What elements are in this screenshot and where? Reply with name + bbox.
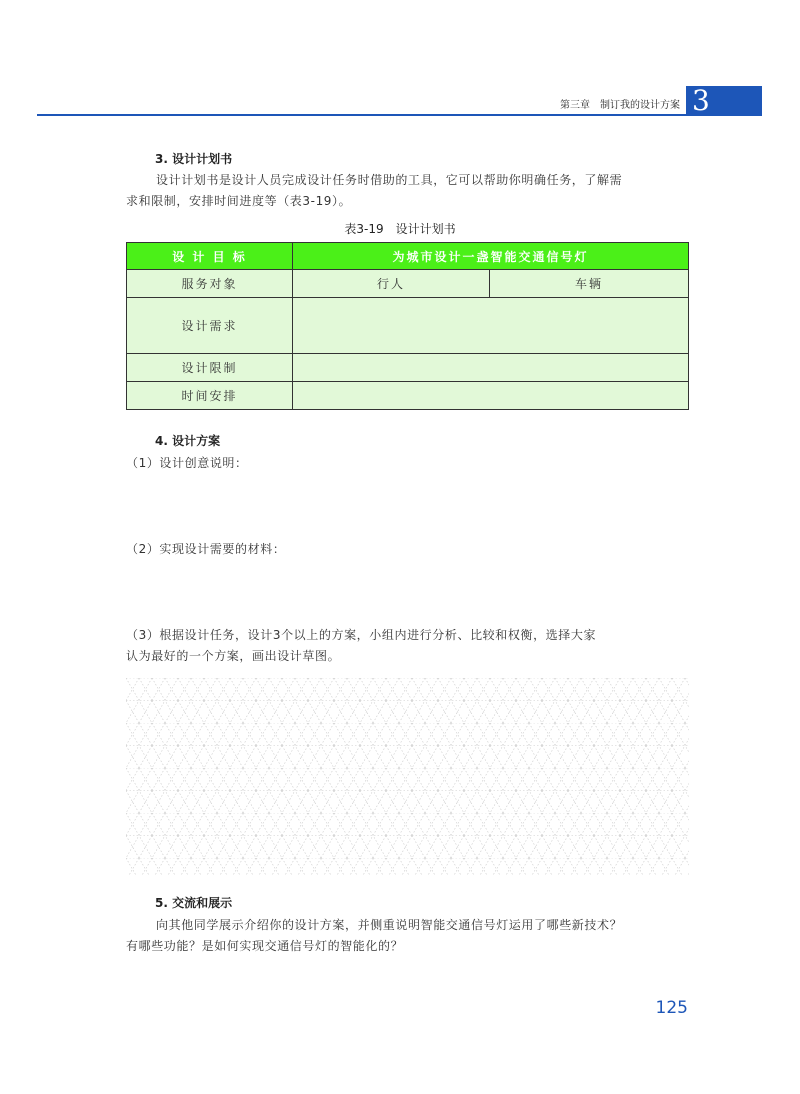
design-plan-table	[126, 242, 689, 410]
table-row	[127, 354, 689, 382]
table-row	[127, 298, 689, 354]
schedule-value-cell[interactable]	[293, 382, 689, 410]
section-5-line-1: 向其他同学展示介绍你的设计方案，并侧重说明智能交通信号灯运用了哪些新技术？	[156, 918, 623, 932]
table-row	[127, 270, 689, 298]
chapter-title: 第三章 制订我的设计方案	[560, 100, 680, 111]
section-3-line-2: 求和限制，安排时间进度等（表3-19）。	[126, 194, 352, 208]
service-label-cell: 服务对象	[127, 270, 293, 298]
item-1-text: （1）设计创意说明：	[126, 456, 248, 470]
sketch-grid[interactable]	[126, 678, 689, 876]
goal-value-cell: 为城市设计一盏智能交通信号灯	[293, 243, 689, 270]
table-caption: 表3-19 设计计划书	[344, 222, 456, 236]
limits-value-cell[interactable]	[293, 354, 689, 382]
service-vehicle-cell: 车辆	[490, 270, 689, 298]
needs-value-cell[interactable]	[293, 298, 689, 354]
table-row	[127, 382, 689, 410]
table-row	[127, 243, 689, 270]
section-3-paragraph	[126, 170, 691, 212]
item-3-line-1: （3）根据设计任务，设计3个以上的方案，小组内进行分析、比较和权衡，选择大家	[126, 628, 597, 642]
item-2-text: （2）实现设计需要的材料：	[126, 542, 286, 556]
section-3-heading: 3. 设计计划书	[155, 152, 233, 166]
needs-label-cell: 设计需求	[127, 298, 293, 354]
goal-label-cell: 设 计 目 标	[127, 243, 293, 270]
section-4-heading: 4. 设计方案	[155, 434, 221, 448]
section-5-heading: 5. 交流和展示	[155, 896, 233, 910]
header-rule	[37, 114, 687, 116]
schedule-label-cell: 时间安排	[127, 382, 293, 410]
chapter-number-badge: 3	[686, 86, 762, 116]
page-number: 125	[655, 998, 688, 1018]
section-5-line-2: 有哪些功能？是如何实现交通信号灯的智能化的？	[126, 939, 404, 953]
item-3-text	[126, 625, 691, 667]
section-3-line-1: 设计计划书是设计人员完成设计任务时借助的工具，它可以帮助你明确任务，了解需	[156, 173, 623, 187]
service-pedestrian-cell: 行人	[293, 270, 490, 298]
item-3-line-2: 认为最好的一个方案，画出设计草图。	[126, 649, 341, 663]
section-5-paragraph	[126, 915, 691, 957]
limits-label-cell: 设计限制	[127, 354, 293, 382]
